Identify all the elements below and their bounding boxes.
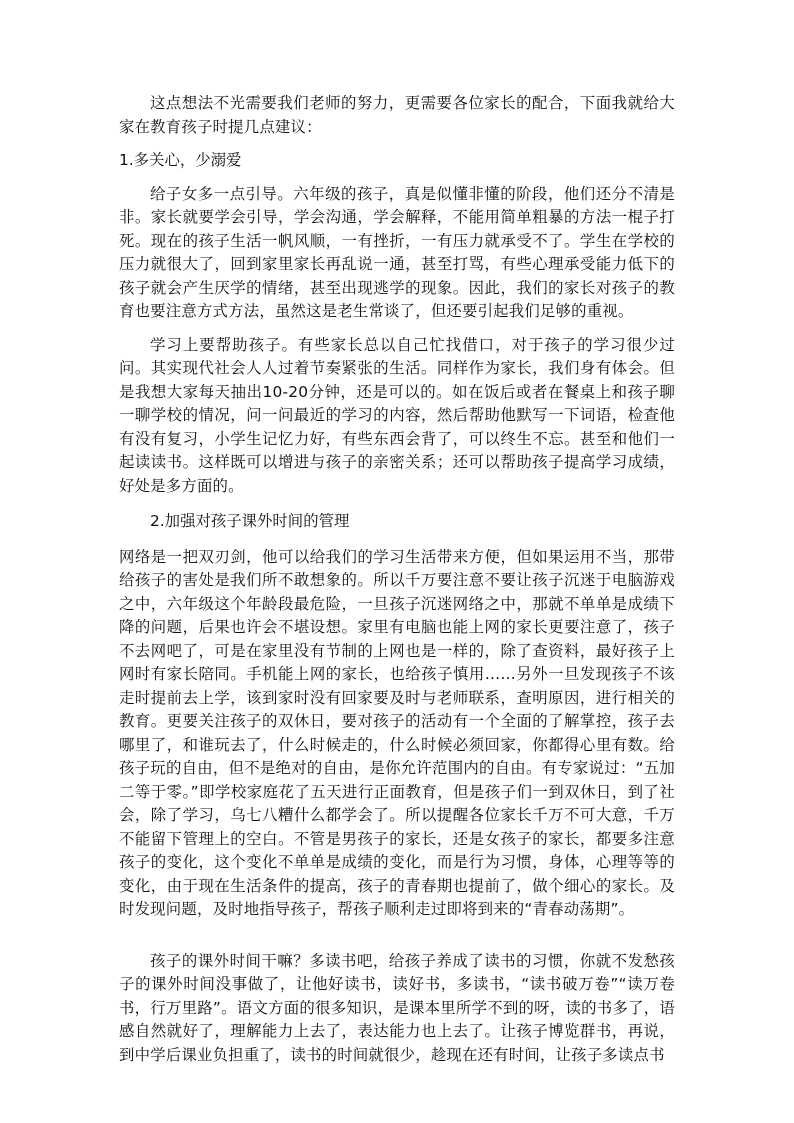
paragraph-reading: 孩子的课外时间干嘛？多读书吧，给孩子养成了读书的习惯，你就不发愁孩子的课外时间没事做了，让他好读书，读好书，多读书，“读书破万卷”“读万卷书，行万里路”。语文方面的很多知识，是课本里所学不到的呀，读的书多了，语感自然就好了，理解能力上去了，表达能力也上去了。让孩子博览群书，再说，到中学后课业负担重了，读书的时间就很少，趁现在还有时间，让孩子多读点书 (119, 951, 675, 1064)
spacer (119, 498, 675, 510)
spacer (119, 922, 675, 950)
document-page (119, 92, 675, 1067)
spacer (119, 139, 675, 149)
spacer (119, 534, 675, 546)
paragraph-internet: 网络是一把双刃剑，他可以给我们的学习生活带来方便，但如果运用不当，那带给孩子的害处是我们所不敢想象的。所以千万要注意不要让孩子沉迷于电脑游戏之中，六年级这个年龄段最危险，一旦孩子沉迷网络之中，那就不单单是成绩下降的问题，后果也许会不堪设想。家里有电脑也能上网的家长更要注意了，孩子不去网吧了，可是在家里没有节制的上网也是一样的，除了查资料，最好孩子上网时有家长陪同。手机能上网的家长，也给孩子慎用……另外一旦发现孩子不该走时提前去上学，该到家时没有回家要及时与老师联系，查明原因，进行相关的教育。更要关注孩子的双休日，要对孩子的活动有一个全面的了解掌控，孩子去哪里了，和谁玩去了，什么时候走的，什么时候必须回家，你都得心里有数。给孩子玩的自由，但不是绝对的自由，是你允许范围内的自由。有专家说过：“五加二等于零。”即学校家庭花了五天进行正面教育，但是孩子们一到双休日，到了社会，除了学习，乌七八糟什么都学会了。所以提醒各位家长千万不可大意，千万不能留下管理上的空白。不管是男孩子的家长，还是女孩子的家长，都要多注意孩子的变化，这个变化不单单是成绩的变化，而是行为习惯，身体，心理等等的变化，由于现在生活条件的提高，孩子的青春期也提前了，做个细心的家长。及时发现问题，及时地指导孩子，帮孩子顺利走过即将到来的“青春动荡期”。 (119, 547, 675, 918)
spacer (119, 173, 675, 183)
spacer (119, 324, 675, 334)
paragraph-guidance: 给子女多一点引导。六年级的孩子，真是似懂非懂的阶段，他们还分不清是非。家长就要学会引导，学会沟通，学会解释，不能用简单粗暴的方法一棍子打死。现在的孩子生活一帆风顺，一有挫折，一有压力就承受不了。学生在学校的压力就很大了，回到家里家长再乱说一通，甚至打骂，有些心理承受能力低下的孩子就会产生厌学的情绪，甚至出现逃学的现象。因此，我们的家长对孩子的教育也要注意方式方法，虽然这是老生常谈了，但还要引起我们足够的重视。 (119, 184, 675, 320)
intro-paragraph: 这点想法不光需要我们老师的努力，更需要各位家长的配合，下面我就给大家在教育孩子时提几点建议： (119, 94, 675, 136)
section-heading-1: 1.多关心，少溺爱 (119, 151, 242, 169)
paragraph-study-help: 学习上要帮助孩子。有些家长总以自己忙找借口，对于孩子的学习很少过问。其实现代社会人人过着节奏紧张的生活。同样作为家长，我们身有体会。但是我想大家每天抽出10-20分钟，还是可以的。如在饭后或者在餐桌上和孩子聊一聊学校的情况，问一问最近的学习的内容，然后帮助他默写一下词语，检查他有没有复习，小学生记忆力好，有些东西会背了，可以终生不忘。甚至和他们一起读读书。这样既可以增进与孩子的亲密关系；还可以帮助孩子提高学习成绩，好处是多方面的。 (119, 335, 675, 495)
section-heading-2: 2.加强对孩子课外时间的管理 (150, 512, 350, 530)
